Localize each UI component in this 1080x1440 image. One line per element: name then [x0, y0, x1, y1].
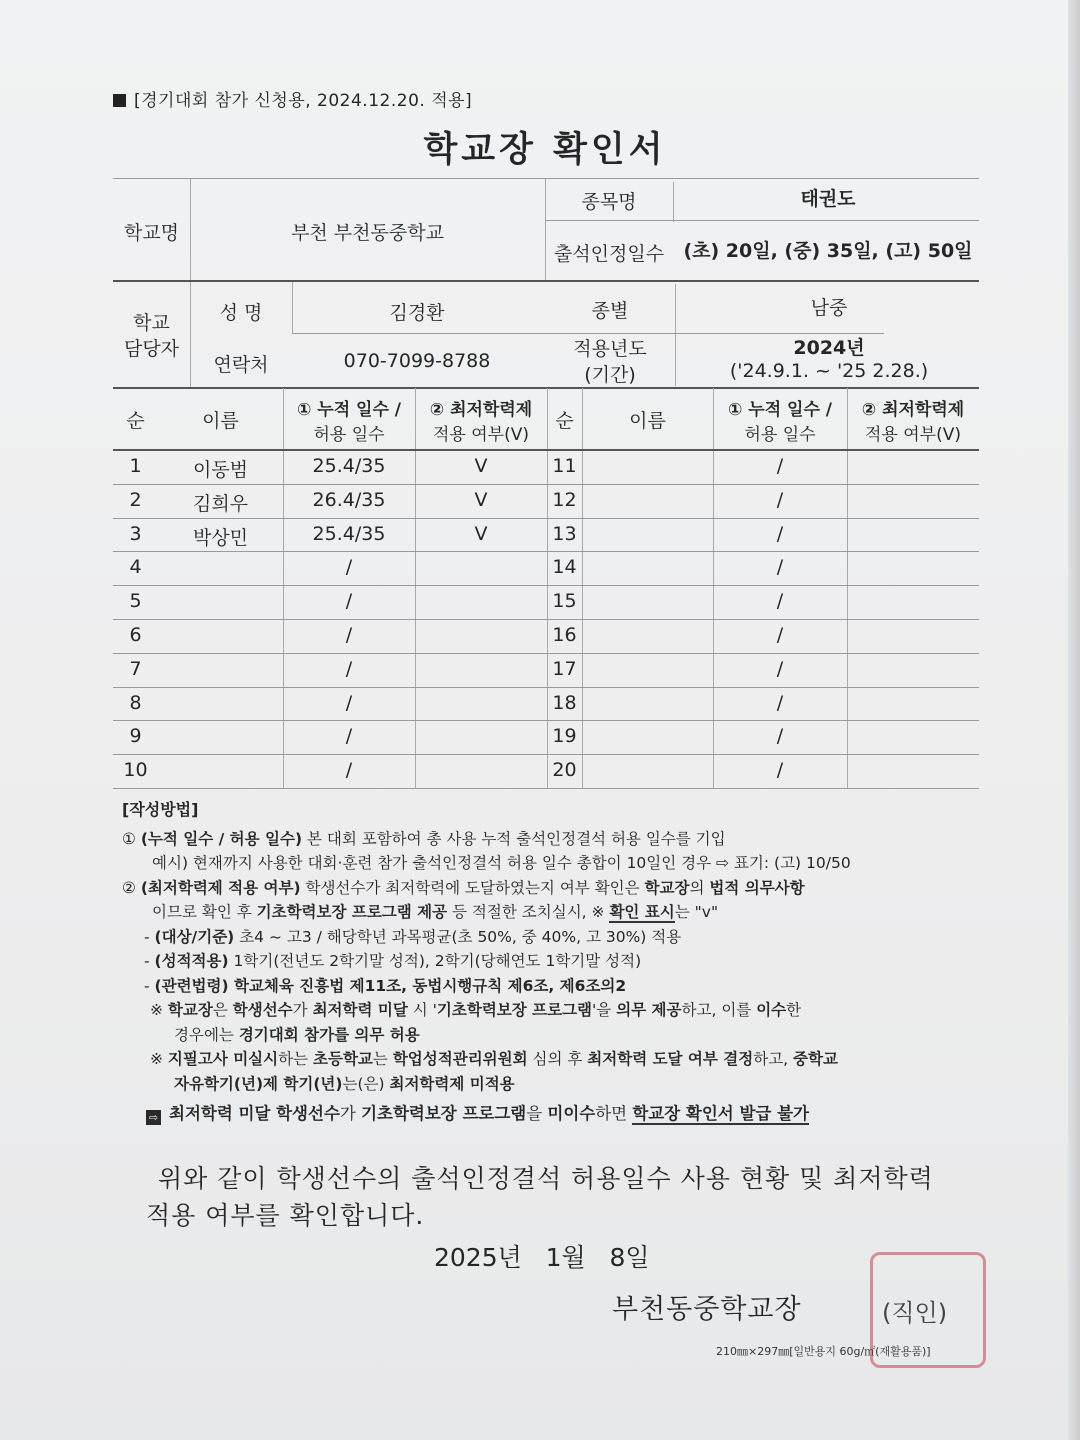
line	[545, 220, 979, 221]
remark-term: 중학교	[793, 1050, 838, 1068]
remark-text: 는	[372, 1050, 393, 1068]
paper-edge	[1068, 0, 1080, 1440]
line	[415, 388, 416, 788]
period-label: (기간)	[584, 364, 636, 386]
remark-term: 초등학교	[313, 1050, 373, 1068]
remark-1	[122, 998, 982, 1023]
remark-text: 하고,	[753, 1050, 794, 1068]
table-cell-days: /	[776, 556, 784, 578]
bullet-term: (성적적용)	[154, 952, 229, 970]
remark-2-cont	[122, 1072, 982, 1097]
table-cell-days: 25.4/35	[312, 523, 386, 545]
row-divider	[113, 484, 979, 485]
header-min-right: ② 최저학력제	[861, 400, 965, 420]
table-cell-name: 이동범	[192, 459, 249, 481]
final-term: 미이수	[547, 1104, 596, 1123]
remark-term: 최저학력제 미적용	[389, 1074, 515, 1093]
year-value: 2024년	[793, 337, 865, 359]
principal-name: 부천동중학교장	[612, 1294, 802, 1325]
arrow-box-icon: ⇨	[146, 1110, 161, 1125]
contact-value: 070-7099-8788	[343, 350, 491, 372]
table-cell-no: 1	[129, 455, 142, 477]
table-cell-no: 18	[552, 692, 577, 714]
event-value: 태권도	[800, 188, 856, 210]
remark-term: 학업성적관리위원회	[392, 1050, 528, 1068]
remark-term: 의무 제공	[616, 1001, 682, 1019]
remark-text: 한	[786, 1001, 802, 1019]
header-min-right-2: 적용 여부(V)	[865, 425, 961, 445]
bullet-mark: -	[144, 927, 155, 946]
note-term: (최저학력제 적용 여부)	[140, 878, 301, 897]
table-cell-no: 13	[552, 523, 577, 545]
table-cell-no: 20	[552, 759, 577, 781]
note-text: 이므로 확인 후	[152, 903, 257, 921]
table-cell-days: /	[776, 692, 784, 714]
table-cell-no: 15	[552, 590, 577, 612]
bullet-text: 1학기(전년도 2학기말 성적), 2학기(당해연도 1학기말 성적)	[228, 952, 642, 970]
event-label: 종목명	[581, 191, 637, 213]
remark-mark: ※	[150, 1001, 168, 1019]
final-notice	[122, 1102, 982, 1127]
remark-term: 기초학력보장 프로그램	[436, 1001, 593, 1019]
remark-text: 심의 후	[527, 1050, 588, 1068]
remark-term: 자유학기(년)제 학기(년)	[174, 1074, 343, 1093]
table-cell-no: 16	[552, 624, 577, 646]
table-cell-no: 19	[552, 725, 577, 747]
line	[113, 178, 979, 179]
line	[113, 387, 979, 389]
table-cell-name: 김희우	[192, 493, 249, 515]
bullet-text: 초4 ~ 고3 / 해당학년 과목평균(초 50%, 중 40%, 고 30%) 적용	[234, 927, 682, 946]
header-days-left: ① 누적 일수 /	[296, 400, 402, 420]
issue-date: 2025년 1월 8일	[434, 1243, 650, 1272]
manager-label: 학교 담당자	[123, 312, 180, 360]
table-cell-days: /	[345, 725, 353, 747]
table-cell-days: /	[776, 759, 784, 781]
year-label: 적용년도	[573, 338, 647, 360]
row-divider	[113, 585, 979, 586]
table-cell-no: 4	[129, 556, 142, 578]
remark-text: 경우에는	[174, 1025, 239, 1044]
remark-text: 시 '	[407, 1001, 437, 1019]
table-cell-days: /	[776, 455, 784, 477]
note-text: 학생선수가 최저학력에 도달하였는지 여부 확인은	[300, 878, 645, 897]
bullet-law	[122, 974, 982, 999]
remark-term: 학생선수	[232, 1001, 293, 1019]
table-cell-no: 5	[129, 590, 142, 612]
instructions	[122, 798, 982, 1127]
header-min-left: ② 최저학력제	[429, 400, 533, 420]
table-cell-no: 17	[552, 658, 577, 680]
table-cell-days: /	[776, 489, 784, 511]
row-divider	[113, 518, 979, 519]
bullet-term: (관련법령) 학교체육 진흥법 제11조, 동법시행규칙 제6조, 제6조의2	[154, 976, 627, 995]
table-cell-days: 25.4/35	[312, 455, 386, 477]
table-cell-check: V	[474, 455, 488, 477]
table-cell-days: /	[345, 692, 353, 714]
row-divider	[113, 754, 979, 755]
paper-spec: 210㎜×297㎜[일반용지 60g/㎡(재활용품)]	[716, 1345, 931, 1358]
table-cell-no: 7	[129, 658, 142, 680]
final-term: 최저학력 미달 학생선수	[169, 1104, 340, 1123]
row-divider	[113, 687, 979, 688]
confirmation-line-2: 적용 여부를 확인합니다.	[146, 1201, 425, 1230]
line	[847, 388, 848, 788]
table-cell-days: /	[776, 658, 784, 680]
remark-2	[122, 1047, 982, 1072]
school-value: 부천 부천동중학교	[291, 222, 444, 244]
remark-term: 학교장	[167, 1001, 213, 1019]
note-text: 본 대회 포함하여 총 사용 누적 출석인정결석 허용 일수를 기입	[302, 829, 726, 848]
form-note-text: [경기대회 참가 신청용, 2024.12.20. 적용]	[134, 91, 473, 111]
name-value: 김경환	[389, 302, 445, 324]
row-divider	[113, 653, 979, 654]
note-term: 학교장	[644, 878, 690, 897]
note-1-example: 예시) 현재까지 사용한 대회·훈련 참가 출석인정결석 허용 일수 총합이 10일인 경우 ⇨ 표기: (고) 10/50	[152, 854, 851, 872]
remark-text: 하는	[278, 1050, 314, 1068]
remark-term: 경기대회 참가를 의무 허용	[238, 1025, 420, 1044]
remark-text: 는(은)	[342, 1074, 390, 1093]
note-term: 기초학력보장 프로그램 제공	[256, 903, 448, 921]
remark-text: 하고, 이를	[681, 1001, 757, 1019]
document-title: 학교장 확인서	[423, 130, 667, 170]
name-label: 성 명	[219, 302, 263, 324]
note-mark: ①	[122, 829, 141, 848]
table-cell-no: 12	[552, 489, 577, 511]
bullet-mark: -	[144, 976, 155, 995]
note-text: 는 "v"	[674, 903, 719, 921]
table-cell-check: V	[474, 489, 488, 511]
table-cell-days: /	[345, 556, 353, 578]
remark-term: 지필고사 미실시	[167, 1050, 279, 1068]
table-cell-days: /	[776, 725, 784, 747]
header-days-right-2: 허용 일수	[744, 425, 816, 445]
final-text: 을	[526, 1104, 548, 1123]
final-term: 기초학력보장 프로그램	[361, 1104, 527, 1123]
table-cell-days: /	[345, 658, 353, 680]
school-label: 학교명	[123, 222, 180, 244]
square-bullet-icon	[113, 94, 126, 107]
header-name-right: 이름	[629, 410, 666, 432]
table-cell-no: 6	[129, 624, 142, 646]
contact-label: 연락처	[213, 354, 269, 376]
table-cell-days: /	[776, 624, 784, 646]
row-divider	[113, 720, 979, 721]
remark-text: 가	[292, 1001, 313, 1019]
table-cell-no: 11	[552, 455, 577, 477]
remark-text: '을	[592, 1001, 617, 1019]
attendance-label: 출석인정일수	[553, 243, 665, 265]
note-term: (누적 일수 / 허용 일수)	[140, 829, 303, 848]
table-cell-no: 2	[129, 489, 142, 511]
table-cell-days: /	[776, 523, 784, 545]
row-divider	[113, 551, 979, 552]
instructions-heading: [작성방법]	[122, 800, 199, 819]
table-cell-days: /	[776, 590, 784, 612]
final-term: 학교장 확인서 발급 불가	[632, 1104, 809, 1123]
bullet-target	[122, 925, 982, 950]
header-name-left: 이름	[202, 410, 239, 432]
form-note	[113, 86, 472, 111]
table-cell-no: 10	[123, 759, 148, 781]
note-2	[122, 876, 982, 901]
remark-text: 은	[212, 1001, 233, 1019]
header-days-left-2: 허용 일수	[313, 425, 385, 445]
table-cell-days: /	[345, 624, 353, 646]
confirmation-line-1: 위와 같이 학생선수의 출석인정결석 허용일수 사용 현황 및 최저학력	[158, 1164, 934, 1193]
bullet-term: (대상/기준)	[154, 927, 235, 946]
note-mark: ②	[122, 878, 141, 897]
row-divider	[113, 788, 979, 789]
table-cell-name: 박상민	[192, 527, 249, 549]
table-cell-days: 26.4/35	[312, 489, 386, 511]
note-1	[122, 827, 982, 852]
confirmation-text	[146, 1160, 966, 1234]
final-text: 하면	[595, 1104, 633, 1123]
note-text: 의	[689, 878, 710, 897]
line	[582, 388, 583, 788]
header-no-right: 순	[555, 410, 574, 432]
remark-term: 최저학력 도달 여부 결정	[587, 1050, 754, 1068]
note-text: 등 적절한 조치실시, ※	[447, 903, 610, 921]
table-cell-no: 3	[129, 523, 142, 545]
remark-term: 최저학력 미달	[312, 1001, 408, 1019]
type-label: 종별	[591, 300, 629, 322]
note-term: 확인 표시	[609, 903, 675, 921]
final-text: 가	[339, 1104, 362, 1123]
remark-mark: ※	[150, 1050, 168, 1068]
table-cell-days: /	[345, 590, 353, 612]
bullet-grade	[122, 949, 982, 974]
remark-1-cont	[122, 1023, 982, 1048]
attendance-value: (초) 20일, (중) 35일, (고) 50일	[683, 240, 973, 262]
bullet-mark: -	[144, 952, 155, 970]
type-value: 남중	[810, 297, 848, 319]
table-cell-days: /	[345, 759, 353, 781]
line	[113, 449, 979, 451]
row-divider	[113, 619, 979, 620]
period-value: ('24.9.1. ~ '25 2.28.)	[729, 360, 929, 382]
header-days-right: ① 누적 일수 /	[727, 400, 833, 420]
note-term: 법적 의무사항	[709, 878, 805, 897]
line	[113, 280, 979, 282]
remark-term: 이수	[756, 1001, 787, 1019]
table-cell-no: 14	[552, 556, 577, 578]
table-cell-no: 9	[129, 725, 142, 747]
table-cell-check: V	[474, 523, 488, 545]
seal-label: (직인)	[882, 1299, 948, 1327]
table-cell-no: 8	[129, 692, 142, 714]
header-no-left: 순	[126, 410, 145, 432]
header-min-left-2: 적용 여부(V)	[433, 425, 529, 445]
note-2-cont	[122, 900, 982, 925]
